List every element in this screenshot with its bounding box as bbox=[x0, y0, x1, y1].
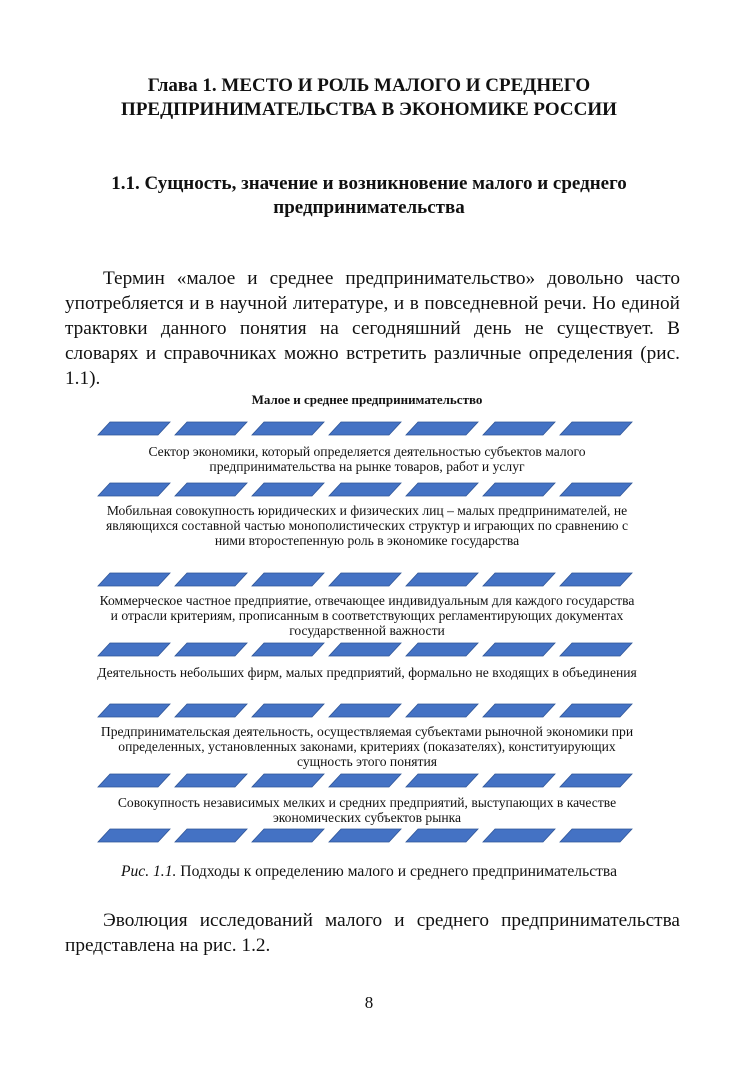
band-segment bbox=[252, 704, 324, 717]
page-number: 8 bbox=[364, 993, 374, 1012]
chapter-title: Глава 1. МЕСТО И РОЛЬ МАЛОГО И СРЕДНЕГО ПРЕДПРИНИМАТЕЛЬСТВА В ЭКОНОМИКЕ РОССИИ bbox=[121, 75, 617, 120]
band-segment bbox=[406, 483, 478, 496]
band-segment bbox=[483, 422, 555, 435]
band-segment bbox=[329, 774, 401, 787]
band-segment bbox=[329, 643, 401, 656]
band-segment bbox=[406, 704, 478, 717]
definitions-diagram bbox=[92, 391, 642, 849]
band-segment bbox=[329, 483, 401, 496]
band-segment bbox=[406, 422, 478, 435]
section-title: 1.1. Сущность, значение и возникновение малого и среднего предпринимательства bbox=[111, 173, 627, 218]
band-segment bbox=[406, 573, 478, 586]
band-segment bbox=[406, 774, 478, 787]
band-segment bbox=[98, 422, 170, 435]
band-segment bbox=[252, 422, 324, 435]
band-segment bbox=[329, 704, 401, 717]
definition-block: Мобильная совокупность юридических и физических лиц – малых предпринимателей, не являющихся составной частью монополистических структур и играющих по сравнению с ними второстепенную роль в экономике государства bbox=[106, 503, 628, 548]
band-segment bbox=[329, 422, 401, 435]
band-segment bbox=[560, 829, 632, 842]
separator-band bbox=[92, 482, 642, 497]
band-segment bbox=[560, 483, 632, 496]
separator-band bbox=[92, 828, 642, 843]
band-segment bbox=[98, 643, 170, 656]
band-segment bbox=[252, 829, 324, 842]
band-segment bbox=[483, 483, 555, 496]
band-segment bbox=[406, 829, 478, 842]
band-segment bbox=[175, 774, 247, 787]
definition-block: Коммерческое частное предприятие, отвечающее индивидуальным для каждого государства и отрасли критериям, прописанным в соответствующих регламентирующих документах государственной важности bbox=[99, 593, 635, 638]
band-segment bbox=[483, 774, 555, 787]
band-segment bbox=[560, 422, 632, 435]
band-segment bbox=[329, 573, 401, 586]
band-segment bbox=[483, 573, 555, 586]
figure-caption bbox=[60, 862, 678, 882]
separator-band bbox=[92, 421, 642, 436]
band-segment bbox=[98, 704, 170, 717]
diagram-title: Малое и среднее предпринимательство bbox=[251, 392, 483, 407]
band-segment bbox=[175, 422, 247, 435]
evolution-paragraph: Эволюция исследований малого и среднего предпринимательства представлена на рис. 1.2. bbox=[65, 910, 680, 956]
band-segment bbox=[98, 774, 170, 787]
separator-band bbox=[92, 773, 642, 788]
definition-block: Деятельность небольших фирм, малых предприятий, формально не входящих в объединения bbox=[97, 665, 637, 680]
band-segment bbox=[98, 483, 170, 496]
band-segment bbox=[560, 774, 632, 787]
band-segment bbox=[252, 774, 324, 787]
band-segment bbox=[483, 643, 555, 656]
band-segment bbox=[329, 829, 401, 842]
band-segment bbox=[175, 829, 247, 842]
definition-block: Совокупность независимых мелких и средних предприятий, выступающих в качестве экономических субъектов рынка bbox=[117, 795, 617, 825]
caption-text: Подходы к определению малого и среднего предпринимательства bbox=[176, 863, 618, 880]
band-segment bbox=[483, 829, 555, 842]
band-segment bbox=[98, 829, 170, 842]
band-segment bbox=[98, 573, 170, 586]
band-segment bbox=[175, 483, 247, 496]
band-segment bbox=[406, 643, 478, 656]
band-segment bbox=[560, 643, 632, 656]
band-segment bbox=[252, 573, 324, 586]
intro-paragraph: Термин «малое и среднее предпринимательство» довольно часто употребляется и в научной литературе, и в повседневной речи. Но единой трактовки данного понятия на сегодняшний день не существует. В словарях и справочниках можно встретить различные определения (рис. 1.1). bbox=[65, 268, 680, 389]
band-segment bbox=[560, 573, 632, 586]
separator-band bbox=[92, 642, 642, 657]
band-segment bbox=[175, 573, 247, 586]
separator-band bbox=[92, 572, 642, 587]
band-segment bbox=[560, 704, 632, 717]
band-segment bbox=[252, 483, 324, 496]
band-segment bbox=[175, 643, 247, 656]
separator-band bbox=[92, 703, 642, 718]
caption-label: Рис. 1.1. bbox=[120, 863, 177, 880]
band-segment bbox=[483, 704, 555, 717]
definition-block: Сектор экономики, который определяется деятельностью субъектов малого предпринимательства на рынке товаров, работ и услуг bbox=[148, 444, 586, 474]
band-segment bbox=[252, 643, 324, 656]
band-segment bbox=[175, 704, 247, 717]
definition-block: Предпринимательская деятельность, осуществляемая субъектами рыночной экономики при определенных, установленных законами, критериях (показателях), конституирующих сущность этого понятия bbox=[100, 724, 634, 769]
